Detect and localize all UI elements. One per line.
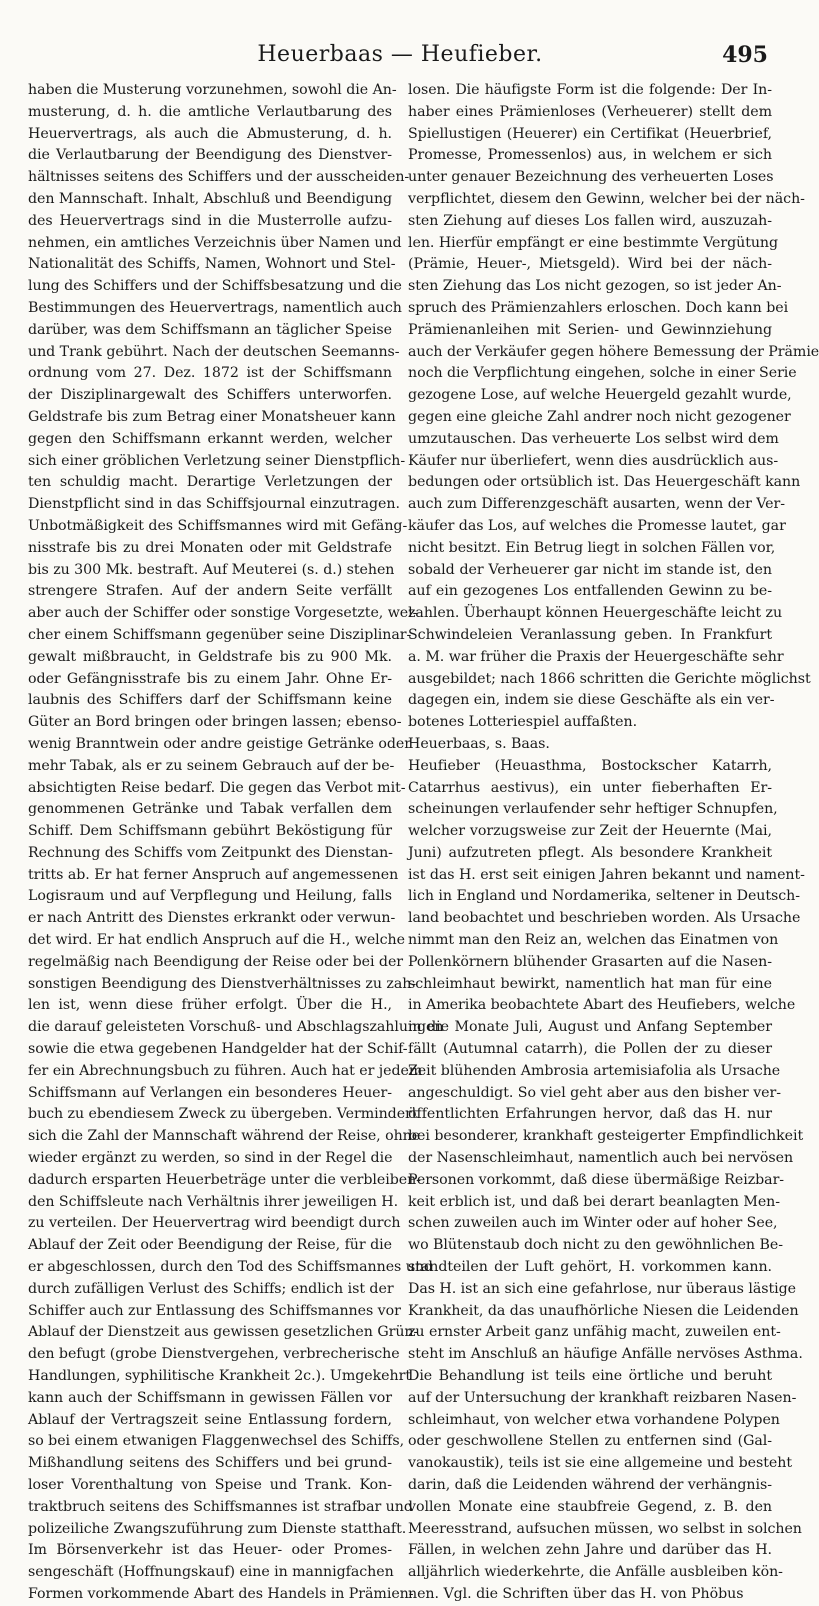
text-line: sich die Zahl der Mannschaft während der Reise, ohne: [28, 1128, 421, 1145]
text-line: nicht besitzt. Ein Betrug liegt in solchen Fällen vor,: [408, 539, 776, 556]
text-line: wieder ergänzt zu werden, so sind in der Regel die: [28, 1150, 393, 1167]
text-line: käufer das Los, auf welches die Promesse lautet, gar: [408, 517, 786, 534]
text-line: ist das H. erst seit einigen Jahren bekannt und nament-: [408, 866, 805, 883]
left-column: [28, 80, 444, 1602]
text-line: Bestimmungen des Heuervertrags, namentlich auch: [28, 299, 402, 316]
text-line: sengeschäft (Hoffnungskauf) eine in mannigfachen: [28, 1564, 394, 1581]
text-line: (Prämie, Heuer-, Mietsgeld). Wird bei der näch-: [408, 256, 772, 273]
text-line: Mißhandlung seitens des Schiffers und bei grund-: [28, 1455, 392, 1472]
text-line: cher einem Schiffsmann gegenüber seine Disziplinar-: [28, 626, 412, 643]
text-line: standteilen der Luft gehört, H. vorkommen kann.: [408, 1259, 772, 1276]
text-line: in Amerika beobachtete Abart des Heufiebers, welche: [408, 997, 796, 1014]
text-line: in die Monate Juli, August und Anfang September: [408, 1019, 772, 1036]
text-line: zahlen. Überhaupt können Heuergeschäfte leicht zu: [408, 605, 783, 622]
text-line: er abgeschlossen, durch den Tod des Schiffsmannes und: [28, 1259, 433, 1276]
text-line: fer ein Abrechnungsbuch zu führen. Auch hat er jedem: [28, 1062, 423, 1079]
text-line: Ablauf der Dienstzeit aus gewissen gesetzlichen Grün-: [28, 1324, 419, 1341]
text-line: Spiellustigen (Heuerer) ein Certifikat (Heuerbrief,: [408, 125, 772, 142]
text-line: Schiffsmann auf Verlangen ein besonderes Heuer-: [28, 1084, 392, 1101]
text-line: schleimhaut, von welcher etwa vorhandene Polypen: [408, 1411, 780, 1428]
text-line: absichtigten Reise bedarf. Die gegen das Verbot mit-: [28, 779, 406, 796]
text-line: botenes Lotteriespiel auffaßten.: [408, 714, 638, 731]
text-line: Geldstrafe bis zum Betrag einer Monatsheuer kann: [28, 408, 396, 425]
text-line: Fällen, in welchen zehn Jahre und darüber das H.: [408, 1542, 772, 1559]
text-line: Logisraum und auf Verpflegung und Heilung, falls: [28, 888, 392, 905]
text-line: Schwindeleien Veranlassung geben. In Frankfurt: [408, 626, 772, 643]
text-line: Nationalität des Schiffs, Namen, Wohnort und Stel-: [28, 256, 396, 273]
text-line: zu verteilen. Der Heuervertrag wird beendigt durch: [28, 1215, 401, 1232]
text-line: so bei einem etwanigen Flaggenwechsel des Schiffs,: [28, 1433, 405, 1450]
text-line: Schiffer auch zur Entlassung des Schiffsmannes vor: [28, 1302, 401, 1319]
page-header: [28, 36, 772, 70]
text-line: Pollenkörnern blühender Grasarten auf die Nasen-: [408, 953, 772, 970]
right-column: [408, 80, 819, 1602]
text-line: len. Hierfür empfängt er eine bestimmte Vergütung: [408, 234, 779, 251]
text-line: Personen vorkommt, daß diese übermäßige Reizbar-: [408, 1171, 785, 1188]
text-line: schleimhaut bewirkt, namentlich hat man für eine: [408, 975, 772, 992]
text-line: haben die Musterung vorzunehmen, sowohl die An-: [28, 82, 397, 98]
text-line: Güter an Bord bringen oder bringen lassen; ebenso-: [28, 714, 402, 731]
text-line: welcher vorzugsweise zur Zeit der Heuernte (Mai,: [408, 823, 772, 840]
text-line: Heuervertrags, als auch die Abmusterung, d. h.: [28, 125, 392, 142]
text-line: tritts ab. Er hat ferner Anspruch auf angemessenen: [28, 866, 399, 883]
text-line: Rechnung des Schiffs vom Zeitpunkt des Dienstan-: [28, 844, 393, 861]
text-line: Krankheit, da das unaufhörliche Niesen die Leidenden: [408, 1302, 799, 1319]
text-line: Die Behandlung ist teils eine örtliche und beruht: [408, 1368, 772, 1385]
text-line: sonstigen Beendigung des Dienstverhältnisses zu zah-: [28, 975, 417, 992]
page-number: 495: [722, 42, 768, 68]
text-line: sten Ziehung auf dieses Los fallen wird, auszuzah-: [408, 212, 772, 229]
text-line: der Disziplinargewalt des Schiffers unterworfen.: [28, 387, 392, 404]
text-line: gegen den Schiffsmann erkannt werden, welcher: [28, 430, 392, 447]
text-line: verpflichtet, diesem den Gewinn, welcher bei der näch-: [408, 190, 805, 207]
text-line: bedungen oder ortsüblich ist. Das Heuergeschäft kann: [408, 474, 801, 491]
text-line: gegen eine gleiche Zahl andrer noch nicht gezogener: [408, 408, 791, 425]
text-line: hältnisses seitens des Schiffers und der ausscheiden-: [28, 169, 410, 186]
text-line: Heuerbaas, s. Baas.: [408, 735, 550, 752]
text-line: haber eines Prämienloses (Verheuerer) stellt dem: [408, 103, 772, 120]
running-head: Heuerbaas — Heufieber.: [257, 42, 543, 67]
text-line: nen. Vgl. die Schriften über das H. von Phöbus: [408, 1585, 744, 1602]
text-line: scheinungen verlaufender sehr heftiger Schnupfen,: [408, 801, 778, 818]
text-line: wo Blütenstaub doch nicht zu den gewöhnlichen Be-: [408, 1237, 783, 1254]
text-line: Juni) aufzutreten pflegt. Als besondere Krankheit: [408, 844, 772, 861]
text-line: Heufieber (Heuasthma, Bostockscher Katarrh,: [408, 757, 772, 774]
text-line: fällt (Autumnal catarrh), die Pollen der zu dieser: [408, 1041, 772, 1058]
text-line: sobald der Verheuerer gar nicht im stande ist, den: [408, 561, 772, 578]
text-line: den Mannschaft. Inhalt, Abschluß und Beendigung: [28, 190, 393, 207]
text-line: nehmen, ein amtliches Verzeichnis über Namen und: [28, 234, 402, 251]
text-line: det wird. Er hat endlich Anspruch auf die H., welche: [28, 932, 405, 949]
text-line: Formen vorkommende Abart des Handels in Prämien-: [28, 1585, 414, 1602]
text-line: traktbruch seitens des Schiffsmannes ist strafbar und: [28, 1498, 413, 1515]
text-line: spruch des Prämienzahlers erloschen. Doch kann bei: [408, 299, 789, 316]
text-line: lung des Schiffers und der Schiffsbesatzung und die: [28, 278, 402, 295]
text-line: Im Börsenverkehr ist das Heuer- oder Promes-: [28, 1542, 392, 1559]
text-line: polizeiliche Zwangszuführung zum Dienste statthaft.: [28, 1520, 407, 1537]
text-line: kann auch der Schiffsmann in gewissen Fällen vor: [28, 1389, 392, 1406]
text-line: der Nasenschleimhaut, namentlich auch bei nervösen: [408, 1150, 794, 1167]
text-line: die Verlautbarung der Beendigung des Dienstver-: [28, 147, 392, 164]
text-line: auch zum Differenzgeschäft ausarten, wenn der Ver-: [408, 496, 786, 513]
text-line: laubnis des Schiffers darf der Schiffsmann keine: [28, 692, 392, 709]
text-line: buch zu ebendiesem Zweck zu übergeben. Vermindert: [28, 1106, 418, 1123]
text-line: vanokaustik), teils ist sie eine allgemeine und besteht: [408, 1455, 792, 1472]
text-line: den Schiffsleute nach Verhältnis ihrer jeweiligen H.: [28, 1193, 399, 1210]
text-line: ausgebildet; nach 1866 schritten die Gerichte möglichst: [408, 670, 811, 687]
text-line: Unbotmäßigkeit des Schiffsmannes wird mit Gefäng-: [28, 517, 408, 534]
text-line: darüber, was dem Schiffsmann an täglicher Speise: [28, 321, 392, 338]
text-line: darin, daß die Leidenden während der verhängnis-: [408, 1477, 772, 1493]
text-line: dagegen ein, indem sie diese Geschäfte als ein ver-: [408, 692, 775, 709]
text-line: Schiff. Dem Schiffsmann gebührt Beköstigung für: [28, 823, 392, 840]
text-line: zu ernster Arbeit ganz unfähig macht, zuweilen ent-: [408, 1324, 781, 1341]
text-line: land beobachtet und beschrieben worden. Als Ursache: [408, 910, 801, 927]
text-line: Promesse, Promessenlos) aus, in welchem er sich: [408, 147, 772, 164]
text-line: gewalt mißbraucht, in Geldstrafe bis zu 900 Mk.: [28, 648, 392, 665]
text-line: sten Ziehung das Los nicht gezogen, so ist jeder An-: [408, 278, 782, 295]
text-line: bei besonderer, krankhaft gesteigerter Empfindlichkeit: [408, 1128, 804, 1145]
text-line: keit erblich ist, und daß bei derart beanlagten Men-: [408, 1193, 780, 1210]
text-line: a. M. war früher die Praxis der Heuergeschäfte sehr: [408, 648, 784, 665]
text-line: Catarrhus aestivus), ein unter fieberhaften Er-: [408, 779, 772, 796]
text-line: umzutauschen. Das verheuerte Los selbst wird dem: [408, 430, 779, 447]
text-line: Dienstpflicht sind in das Schiffsjournal einzutragen.: [28, 496, 400, 513]
text-line: regelmäßig nach Beendigung der Reise oder bei der: [28, 953, 404, 970]
text-line: angeschuldigt. So viel geht aber aus den bisher ver-: [408, 1084, 781, 1101]
text-line: Prämienanleihen mit Serien- und Gewinnziehung: [408, 321, 772, 338]
text-line: musterung, d. h. die amtliche Verlautbarung des: [28, 103, 392, 120]
text-line: unter genauer Bezeichnung des verheuerten Loses: [408, 169, 774, 186]
text-line: nisstrafe bis zu drei Monaten oder mit Geldstrafe: [28, 539, 392, 556]
text-line: sowie die etwa gegebenen Handgelder hat der Schif-: [28, 1041, 408, 1058]
text-line: schen zuweilen auch im Winter oder auf hoher See,: [408, 1215, 778, 1232]
text-line: Das H. ist an sich eine gefahrlose, nur überaus lästige: [408, 1280, 797, 1297]
text-line: strengere Strafen. Auf der andern Seite verfällt: [28, 583, 392, 600]
text-line: nimmt man den Reiz an, welchen das Einatmen von: [408, 932, 779, 949]
text-line: mehr Tabak, als er zu seinem Gebrauch auf der be-: [28, 757, 395, 774]
text-line: auch der Verkäufer gegen höhere Bemessung der Prämie: [408, 343, 819, 360]
text-line: den befugt (grobe Dienstvergehen, verbrecherische: [28, 1346, 400, 1363]
text-line: Zeit blühenden Ambrosia artemisiafolia als Ursache: [408, 1062, 781, 1079]
text-line: des Heuervertrags sind in die Musterrolle aufzu-: [28, 212, 392, 229]
text-columns: [28, 80, 819, 1602]
text-line: vollen Monate eine staubfreie Gegend, z. B. den: [408, 1498, 772, 1515]
text-line: oder Gefängnisstrafe bis zu einem Jahr. Ohne Er-: [28, 670, 392, 687]
text-line: auf der Untersuchung der krankhaft reizbaren Nasen-: [408, 1389, 797, 1406]
text-line: auf ein gezogenes Los entfallenden Gewinn zu be-: [408, 583, 772, 600]
text-line: steht im Anschluß an häufige Anfälle nervöses Asthma.: [408, 1346, 803, 1363]
text-line: sich einer gröblichen Verletzung seiner Dienstpflich-: [28, 452, 406, 469]
text-line: Handlungen, syphilitische Krankheit 2c.). Umgekehrt: [28, 1368, 411, 1385]
text-line: len ist, wenn diese früher erfolgt. Über die H.,: [28, 997, 392, 1014]
text-line: ten schuldig macht. Derartige Verletzungen der: [28, 474, 392, 491]
text-line: noch die Verpflichtung eingehen, solche in einer Serie: [408, 365, 797, 382]
text-line: loser Vorenthaltung von Speise und Trank. Kon-: [28, 1477, 392, 1493]
text-line: Meeresstrand, aufsuchen müssen, wo selbst in solchen: [408, 1520, 802, 1537]
text-line: oder geschwollene Stellen zu entfernen sind (Gal-: [408, 1433, 772, 1450]
text-line: ordnung vom 27. Dez. 1872 ist der Schiffsmann: [28, 365, 392, 382]
text-line: bis zu 300 Mk. bestraft. Auf Meuterei (s. d.) stehen: [28, 561, 395, 578]
text-line: durch zufälligen Verlust des Schiffs; endlich ist der: [28, 1280, 394, 1297]
text-line: lich in England und Nordamerika, seltener in Deutsch-: [408, 888, 800, 905]
text-line: dadurch ersparten Heuerbeträge unter die verbleiben-: [28, 1171, 421, 1188]
text-line: genommenen Getränke und Tabak verfallen dem: [28, 801, 392, 818]
text-line: öffentlichten Erfahrungen hervor, daß das H. nur: [408, 1106, 772, 1123]
text-line: Käufer nur überliefert, wenn dies ausdrücklich aus-: [408, 452, 779, 469]
text-line: aber auch der Schiffer oder sonstige Vorgesetzte, wel-: [28, 605, 418, 622]
text-line: gezogene Lose, auf welche Heuergeld gezahlt wurde,: [408, 387, 792, 404]
text-line: die darauf geleisteten Vorschuß- und Abschlagszahlungen: [28, 1019, 444, 1036]
text-line: losen. Die häufigste Form ist die folgende: Der In-: [408, 82, 772, 98]
text-line: er nach Antritt des Dienstes erkrankt oder verwun-: [28, 910, 396, 927]
text-line: wenig Branntwein oder andre geistige Getränke oder: [28, 735, 411, 752]
text-line: und Trank gebührt. Nach der deutschen Seemanns-: [28, 343, 400, 360]
text-line: alljährlich wiederkehrte, die Anfälle ausbleiben kön-: [408, 1564, 783, 1581]
text-line: Ablauf der Zeit oder Beendigung der Reise, für die: [28, 1237, 392, 1254]
text-line: Ablauf der Vertragszeit seine Entlassung fordern,: [28, 1411, 392, 1428]
